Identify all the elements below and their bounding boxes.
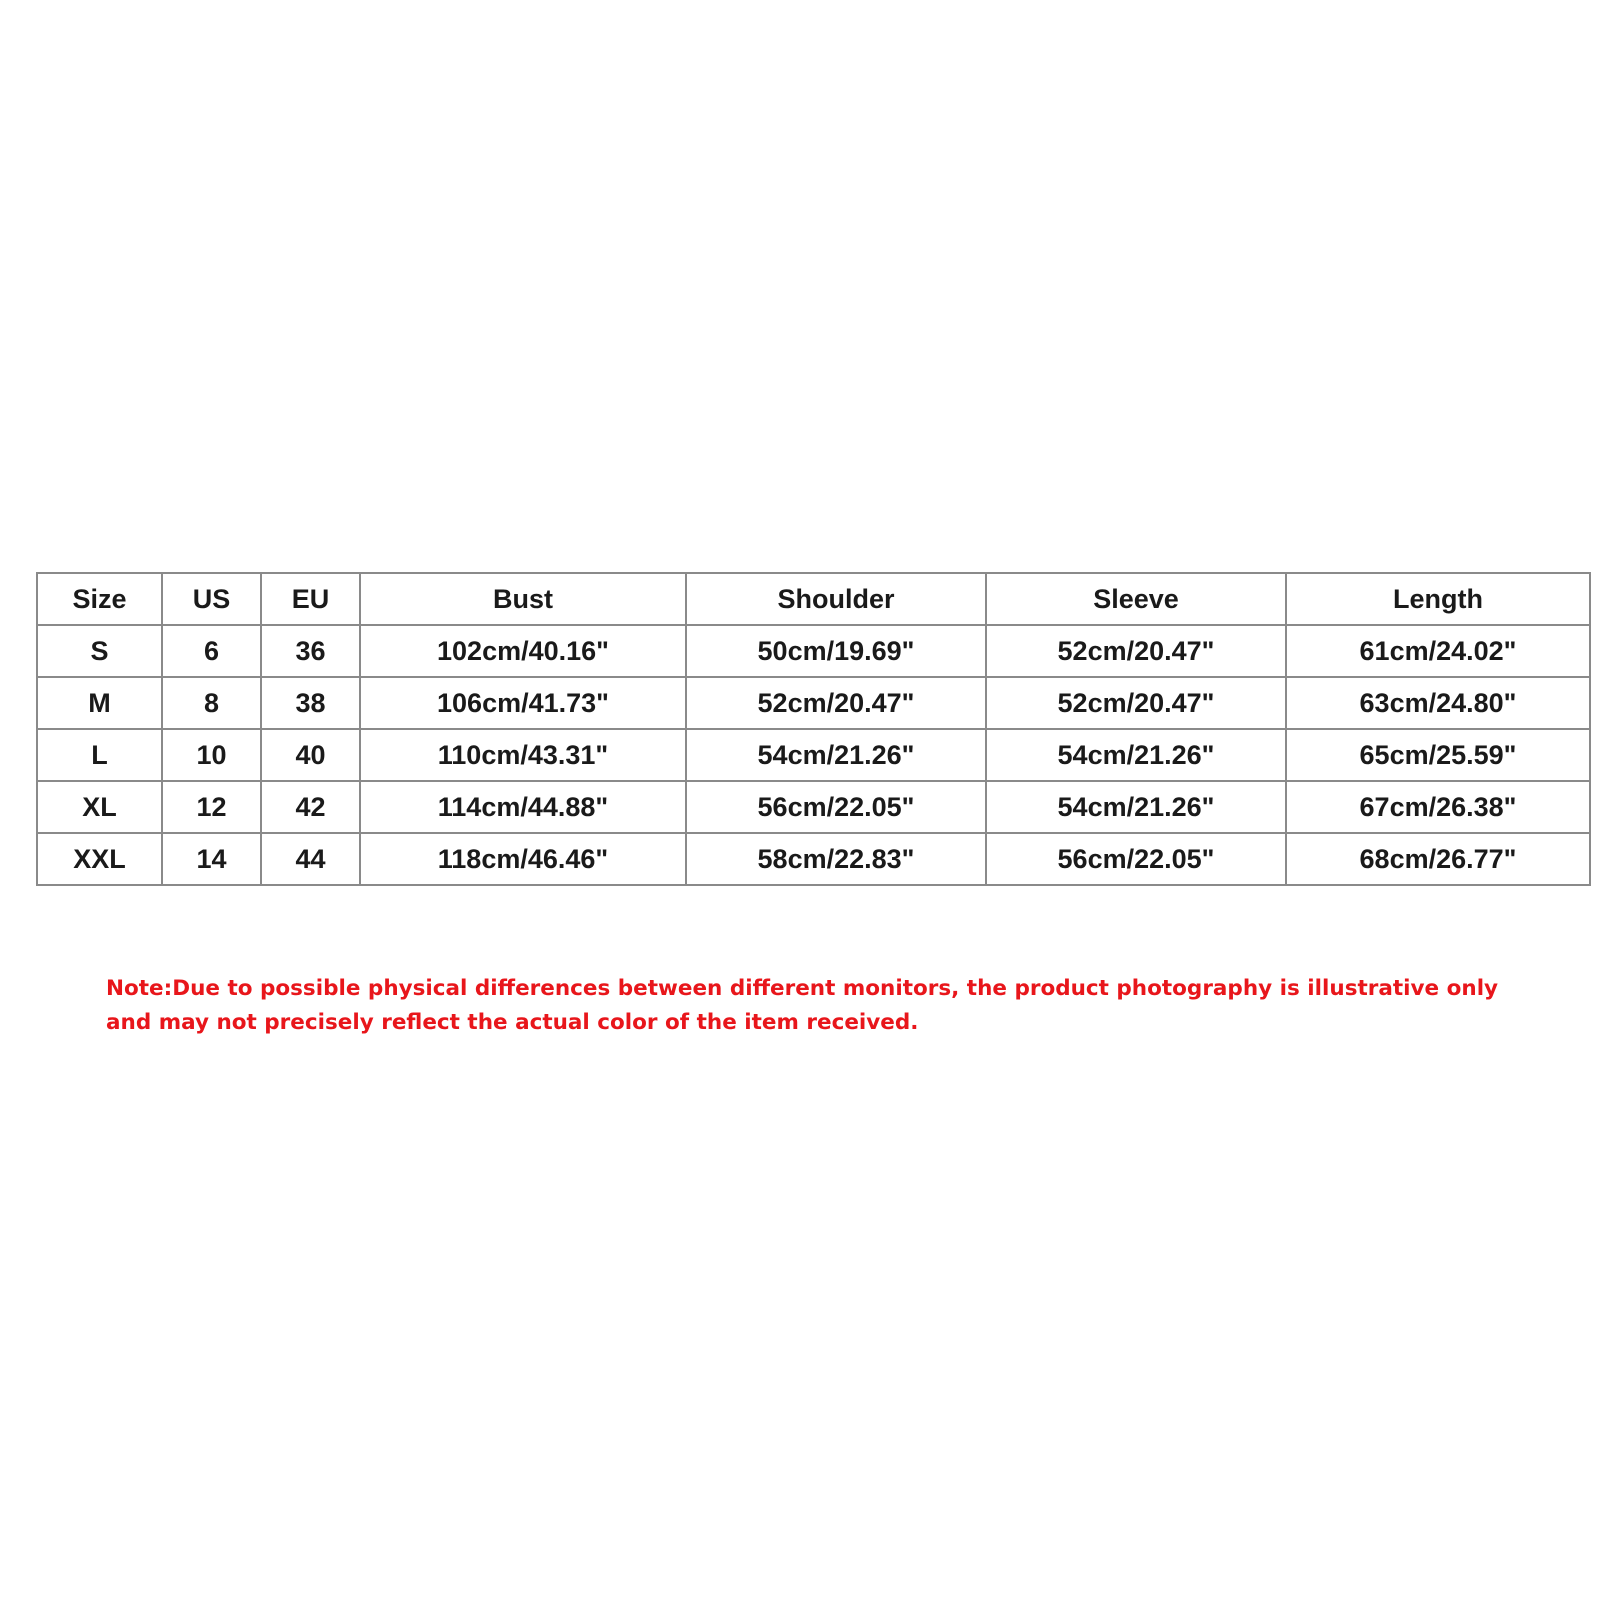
- table-header-row: [37, 573, 1590, 625]
- cell-eu: 40: [261, 729, 360, 781]
- cell-shoulder: 56cm/22.05": [686, 781, 986, 833]
- header-bust: Bust: [360, 573, 686, 625]
- cell-sleeve: 56cm/22.05": [986, 833, 1286, 885]
- cell-sleeve: 52cm/20.47": [986, 625, 1286, 677]
- cell-sleeve: 54cm/21.26": [986, 781, 1286, 833]
- table-row: [37, 677, 1590, 729]
- cell-bust: 102cm/40.16": [360, 625, 686, 677]
- cell-size: S: [37, 625, 162, 677]
- header-sleeve: Sleeve: [986, 573, 1286, 625]
- cell-sleeve: 52cm/20.47": [986, 677, 1286, 729]
- cell-length: 68cm/26.77": [1286, 833, 1590, 885]
- cell-shoulder: 54cm/21.26": [686, 729, 986, 781]
- cell-bust: 118cm/46.46": [360, 833, 686, 885]
- header-eu: EU: [261, 573, 360, 625]
- header-length: Length: [1286, 573, 1590, 625]
- cell-size: XXL: [37, 833, 162, 885]
- size-chart-table: [36, 572, 1591, 886]
- cell-us: 8: [162, 677, 261, 729]
- cell-shoulder: 52cm/20.47": [686, 677, 986, 729]
- cell-eu: 42: [261, 781, 360, 833]
- cell-bust: 110cm/43.31": [360, 729, 686, 781]
- table-row: [37, 833, 1590, 885]
- cell-length: 63cm/24.80": [1286, 677, 1590, 729]
- cell-us: 12: [162, 781, 261, 833]
- cell-us: 14: [162, 833, 261, 885]
- cell-length: 61cm/24.02": [1286, 625, 1590, 677]
- cell-size: XL: [37, 781, 162, 833]
- cell-eu: 38: [261, 677, 360, 729]
- cell-length: 65cm/25.59": [1286, 729, 1590, 781]
- cell-bust: 106cm/41.73": [360, 677, 686, 729]
- header-size: Size: [37, 573, 162, 625]
- table-row: [37, 625, 1590, 677]
- table-row: [37, 781, 1590, 833]
- cell-eu: 44: [261, 833, 360, 885]
- cell-length: 67cm/26.38": [1286, 781, 1590, 833]
- cell-us: 10: [162, 729, 261, 781]
- table-row: [37, 729, 1590, 781]
- cell-sleeve: 54cm/21.26": [986, 729, 1286, 781]
- cell-us: 6: [162, 625, 261, 677]
- disclaimer-note: Note:Due to possible physical differences between different monitors, the product photography is illustrative only and may not precisely reflect the actual color of the item received.: [106, 976, 1499, 1035]
- cell-size: M: [37, 677, 162, 729]
- cell-shoulder: 50cm/19.69": [686, 625, 986, 677]
- cell-size: L: [37, 729, 162, 781]
- cell-bust: 114cm/44.88": [360, 781, 686, 833]
- cell-eu: 36: [261, 625, 360, 677]
- header-shoulder: Shoulder: [686, 573, 986, 625]
- cell-shoulder: 58cm/22.83": [686, 833, 986, 885]
- header-us: US: [162, 573, 261, 625]
